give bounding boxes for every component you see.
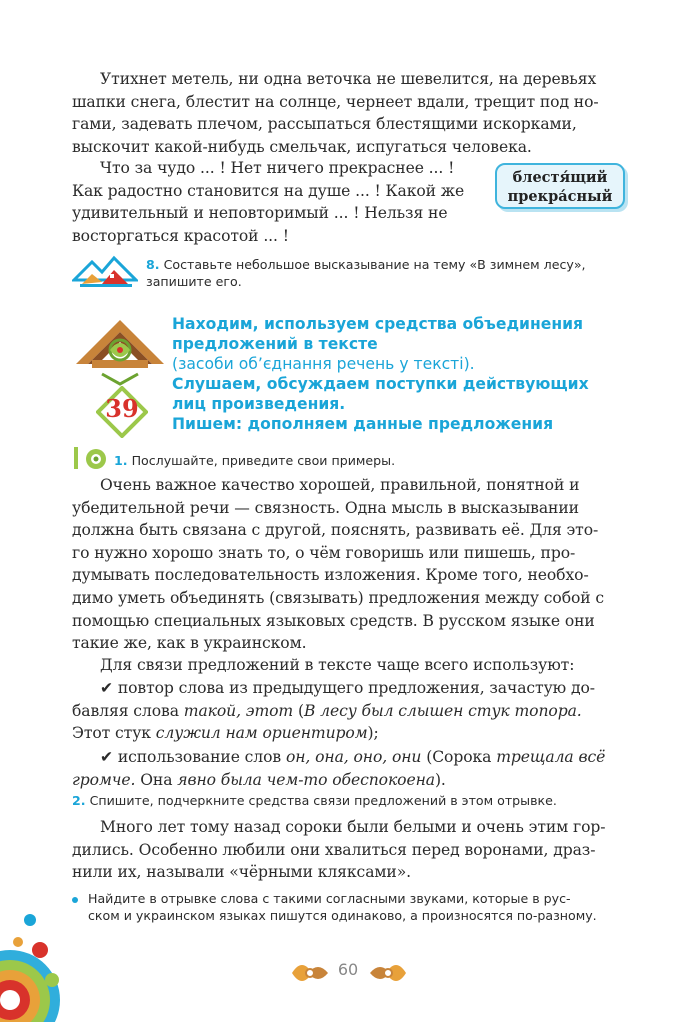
para1-line: шапки снега, блестит на солнце, чернеет вдали, трещит под но- xyxy=(72,92,599,111)
para3-line: думывать последовательность изложения. Кроме того, необхо- xyxy=(72,566,589,585)
bullet-1-text: ( xyxy=(293,701,304,720)
para3-line: Очень важное качество хорошей, правильной, понятной и xyxy=(100,476,580,494)
vocabulary-box xyxy=(495,163,625,209)
house-icon xyxy=(72,250,138,292)
para3-line: го нужно хорошо знать то, о чём говоришь или пишешь, про- xyxy=(72,543,576,562)
para2-line: удивительный и неповторимый ... ! Нельзя не xyxy=(72,204,448,223)
lesson-title xyxy=(172,314,642,434)
bullet-2-italic: громче. xyxy=(72,770,136,789)
check-icon: ✔ xyxy=(100,679,113,697)
bullet-2-italic: явно была чем-то обеспокоена xyxy=(177,770,435,789)
paragraph-4 xyxy=(72,654,628,677)
task-8-text: Составьте небольшое высказывание на тему «В зимнем лесу», xyxy=(163,257,586,272)
para5-line: Много лет тому назад сороки были белыми и очень этим гор- xyxy=(100,818,606,836)
task-8-text-2: запишите его. xyxy=(146,274,242,289)
bullet-dot-icon xyxy=(72,897,78,903)
bullet-task-text-2: ском и украинском языках пишутся одинаково, а произносятся по-разному. xyxy=(88,908,597,923)
check-icon: ✔ xyxy=(100,748,113,766)
bullet-2-italic: он, она, оно, они xyxy=(285,748,422,766)
lesson-title-line: Находим, используем средства объединения xyxy=(172,315,584,333)
para2-line: Что за чудо ... ! Нет ничего прекраснее ... ! xyxy=(100,159,455,177)
para2-line: восторгаться красотой ... ! xyxy=(72,226,289,245)
para5-line: дились. Особенно любили они хвалиться перед воронами, драз- xyxy=(72,840,596,859)
para1-line: выскочит какой-нибудь смельчак, испугаться человека. xyxy=(72,137,532,156)
lesson-title-line: лиц произведения. xyxy=(172,395,346,413)
paragraph-2 xyxy=(72,157,476,247)
para3-line: такие же, как в украинском. xyxy=(72,634,307,653)
footer-ornament-right-icon xyxy=(366,955,410,991)
lesson-subtitle: (засоби об’єднання речень у тексті). xyxy=(172,355,475,373)
para3-line: димо уметь объединять (связывать) предложения между собой с xyxy=(72,588,605,607)
lesson-title-line: предложений в тексте xyxy=(172,335,378,353)
bullet-task xyxy=(72,890,642,924)
bullet-task-text: Найдите в отрывке слова с такими согласными звуками, которые в рус- xyxy=(88,891,571,906)
task-8 xyxy=(146,256,636,290)
task-2-text: Спишите, подчеркните средства связи предложений в этом отрывке. xyxy=(89,793,557,808)
task-1 xyxy=(114,452,395,469)
page-number: 60 xyxy=(337,960,359,979)
para1-line: гами, задевать плечом, рассыпаться блестящими искорками, xyxy=(72,115,577,134)
bullet-1-italic: В лесу был слышен стук топора. xyxy=(303,701,582,720)
task-8-number: 8. xyxy=(146,257,160,272)
vocab-word-2: прекра́сный xyxy=(507,188,613,205)
bullet-1-italic: такой, этот xyxy=(183,701,294,720)
green-bar xyxy=(74,447,78,469)
para4-line: Для связи предложений в тексте чаще всего используют: xyxy=(100,656,575,674)
para2-line: Как радостно становится на душе ... ! Какой же xyxy=(72,181,465,200)
bullet-1-text: Этот стук xyxy=(72,724,156,743)
bullet-2-text: использование слов xyxy=(117,748,286,766)
paragraph-3 xyxy=(72,474,628,655)
bullet-2-text: Она xyxy=(135,770,178,789)
lesson-number: 39 xyxy=(105,394,139,423)
listen-flower-icon xyxy=(84,447,108,471)
corner-ornament-icon xyxy=(0,880,70,1022)
bullet-1-text: ); xyxy=(367,724,379,743)
paragraph-1 xyxy=(72,68,628,158)
task-1-number: 1. xyxy=(114,453,128,468)
bullet-2-text: ). xyxy=(434,770,446,789)
para3-line: помощью специальных языковых средств. В русском языке они xyxy=(72,611,595,630)
task-2-number: 2. xyxy=(72,793,86,808)
bullet-1-italic: служил нам ориентиром xyxy=(155,724,368,743)
para1-line: Утихнет метель, ни одна веточка не шевелится, на деревьях xyxy=(100,70,597,88)
bullet-2 xyxy=(72,746,628,791)
bullet-1-text: повтор слова из предыдущего предложения, зачастую до- xyxy=(117,679,595,697)
para3-line: должна быть связана с другой, пояснять, развивать её. Для это- xyxy=(72,521,599,540)
bullet-1-text: бавляя слова xyxy=(72,701,184,720)
bullet-2-text: (Сорока xyxy=(421,748,497,766)
footer-ornament-left-icon xyxy=(288,955,332,991)
bullet-1 xyxy=(72,677,628,745)
para5-line: нили их, называли «чёрными кляксами». xyxy=(72,863,412,882)
task-2 xyxy=(72,792,642,809)
lesson-ornament-icon xyxy=(72,318,168,390)
vocab-word-1: блестя́щий xyxy=(512,169,608,186)
task-1-text: Послушайте, приведите свои примеры. xyxy=(131,453,396,468)
paragraph-5 xyxy=(72,816,628,884)
lesson-title-line: Пишем: дополняем данные предложения xyxy=(172,415,554,433)
bullet-2-italic: трещала всё xyxy=(496,748,606,766)
lesson-title-line: Слушаем, обсуждаем поступки действующих xyxy=(172,375,589,393)
para3-line: убедительной речи — связность. Одна мысль в высказывании xyxy=(72,498,579,517)
